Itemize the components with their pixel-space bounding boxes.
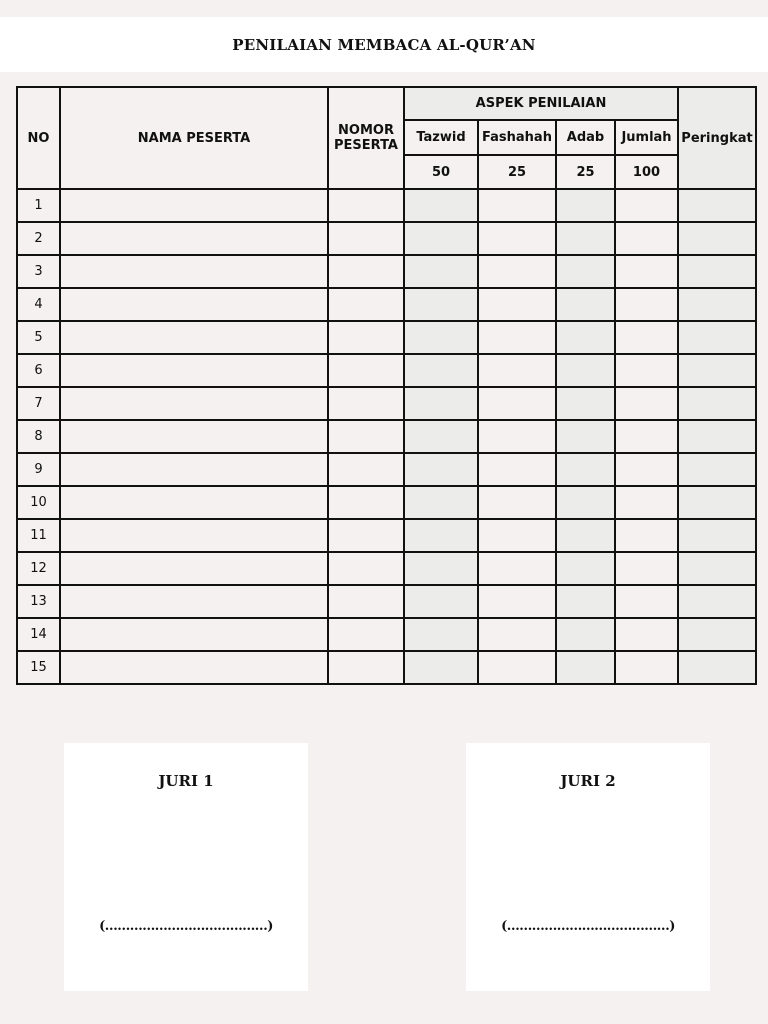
table-row: [17, 354, 756, 387]
rank-cell[interactable]: [678, 420, 756, 453]
adab-score-cell[interactable]: [556, 651, 615, 684]
row-number: 8: [17, 420, 60, 453]
table-row: [17, 189, 756, 222]
participant-name-cell[interactable]: [60, 255, 328, 288]
header-tazwid: Tazwid: [404, 120, 478, 155]
jumlah-score-cell[interactable]: [615, 222, 678, 255]
participant-name-cell[interactable]: [60, 651, 328, 684]
jumlah-score-cell[interactable]: [615, 519, 678, 552]
max-fashahah: 25: [478, 155, 556, 189]
fashahah-score-cell[interactable]: [478, 519, 556, 552]
participant-number-cell[interactable]: [328, 354, 404, 387]
participant-name-cell[interactable]: [60, 618, 328, 651]
table-row: [17, 321, 756, 354]
table-row: [17, 222, 756, 255]
rank-cell[interactable]: [678, 585, 756, 618]
tazwid-score-cell[interactable]: [404, 486, 478, 519]
header-jumlah: Jumlah: [615, 120, 678, 155]
max-adab: 25: [556, 155, 615, 189]
jumlah-score-cell[interactable]: [615, 387, 678, 420]
participant-name-cell[interactable]: [60, 288, 328, 321]
rank-cell[interactable]: [678, 288, 756, 321]
participant-number-cell[interactable]: [328, 519, 404, 552]
juri-1-signature-line: (…………………………………): [99, 919, 273, 934]
fashahah-score-cell[interactable]: [478, 552, 556, 585]
table-row: [17, 420, 756, 453]
row-number: 13: [17, 585, 60, 618]
participant-number-cell[interactable]: [328, 585, 404, 618]
jumlah-score-cell[interactable]: [615, 453, 678, 486]
participant-name-cell[interactable]: [60, 321, 328, 354]
row-number: 3: [17, 255, 60, 288]
row-number: 1: [17, 189, 60, 222]
adab-score-cell[interactable]: [556, 552, 615, 585]
rank-cell[interactable]: [678, 486, 756, 519]
participant-name-cell[interactable]: [60, 189, 328, 222]
header-fashahah: Fashahah: [478, 120, 556, 155]
rank-cell[interactable]: [678, 618, 756, 651]
participant-number-cell[interactable]: [328, 189, 404, 222]
participant-number-cell[interactable]: [328, 420, 404, 453]
header-name: NAMA PESERTA: [60, 87, 328, 189]
juri-2-card: [466, 743, 710, 991]
fashahah-score-cell[interactable]: [478, 585, 556, 618]
rank-cell[interactable]: [678, 354, 756, 387]
fashahah-score-cell[interactable]: [478, 255, 556, 288]
rank-cell[interactable]: [678, 222, 756, 255]
rank-cell[interactable]: [678, 255, 756, 288]
participant-number-cell[interactable]: [328, 255, 404, 288]
table-row: [17, 618, 756, 651]
adab-score-cell[interactable]: [556, 354, 615, 387]
table-row: [17, 453, 756, 486]
rank-cell[interactable]: [678, 651, 756, 684]
juri-2-signature-line: (…………………………………): [501, 919, 675, 934]
adab-score-cell[interactable]: [556, 189, 615, 222]
adab-score-cell[interactable]: [556, 387, 615, 420]
adab-score-cell[interactable]: [556, 519, 615, 552]
participant-number-cell[interactable]: [328, 288, 404, 321]
jumlah-score-cell[interactable]: [615, 618, 678, 651]
table-row: [17, 387, 756, 420]
fashahah-score-cell[interactable]: [478, 453, 556, 486]
juri-2-title: JURI 2: [560, 772, 616, 790]
row-number: 9: [17, 453, 60, 486]
row-number: 11: [17, 519, 60, 552]
participant-name-cell[interactable]: [60, 552, 328, 585]
rank-cell[interactable]: [678, 321, 756, 354]
jumlah-score-cell[interactable]: [615, 420, 678, 453]
participant-name-cell[interactable]: [60, 519, 328, 552]
tazwid-score-cell[interactable]: [404, 453, 478, 486]
max-tazwid: 50: [404, 155, 478, 189]
table-row: [17, 288, 756, 321]
table-row: [17, 255, 756, 288]
fashahah-score-cell[interactable]: [478, 189, 556, 222]
row-number: 2: [17, 222, 60, 255]
row-number: 12: [17, 552, 60, 585]
participant-name-cell[interactable]: [60, 222, 328, 255]
participant-name-cell[interactable]: [60, 387, 328, 420]
participant-number-cell[interactable]: [328, 618, 404, 651]
fashahah-score-cell[interactable]: [478, 486, 556, 519]
score-table: [16, 86, 757, 685]
participant-number-cell[interactable]: [328, 486, 404, 519]
fashahah-score-cell[interactable]: [478, 288, 556, 321]
jumlah-score-cell[interactable]: [615, 651, 678, 684]
participant-number-cell[interactable]: [328, 453, 404, 486]
tazwid-score-cell[interactable]: [404, 618, 478, 651]
fashahah-score-cell[interactable]: [478, 387, 556, 420]
adab-score-cell[interactable]: [556, 585, 615, 618]
rank-cell[interactable]: [678, 189, 756, 222]
max-jumlah: 100: [615, 155, 678, 189]
row-number: 5: [17, 321, 60, 354]
table-row: [17, 486, 756, 519]
tazwid-score-cell[interactable]: [404, 387, 478, 420]
row-number: 15: [17, 651, 60, 684]
rank-cell[interactable]: [678, 519, 756, 552]
page-title: PENILAIAN MEMBACA AL-QUR’AN: [232, 35, 536, 54]
table-row: [17, 585, 756, 618]
participant-name-cell[interactable]: [60, 453, 328, 486]
header-rank: Peringkat: [678, 87, 756, 189]
participant-name-cell[interactable]: [60, 486, 328, 519]
tazwid-score-cell[interactable]: [404, 519, 478, 552]
jumlah-score-cell[interactable]: [615, 255, 678, 288]
fashahah-score-cell[interactable]: [478, 618, 556, 651]
table-row: [17, 519, 756, 552]
row-number: 6: [17, 354, 60, 387]
tazwid-score-cell[interactable]: [404, 354, 478, 387]
tazwid-score-cell[interactable]: [404, 321, 478, 354]
score-table-body: [17, 189, 756, 684]
participant-number-cell[interactable]: [328, 222, 404, 255]
table-row: [17, 552, 756, 585]
adab-score-cell[interactable]: [556, 420, 615, 453]
jumlah-score-cell[interactable]: [615, 321, 678, 354]
tazwid-score-cell[interactable]: [404, 651, 478, 684]
participant-name-cell[interactable]: [60, 354, 328, 387]
juri-1-title: JURI 1: [158, 772, 214, 790]
adab-score-cell[interactable]: [556, 321, 615, 354]
adab-score-cell[interactable]: [556, 255, 615, 288]
jumlah-score-cell[interactable]: [615, 354, 678, 387]
tazwid-score-cell[interactable]: [404, 255, 478, 288]
row-number: 4: [17, 288, 60, 321]
rank-cell[interactable]: [678, 552, 756, 585]
participant-number-cell[interactable]: [328, 387, 404, 420]
fashahah-score-cell[interactable]: [478, 651, 556, 684]
tazwid-score-cell[interactable]: [404, 420, 478, 453]
header-adab: Adab: [556, 120, 615, 155]
rank-cell[interactable]: [678, 387, 756, 420]
row-number: 14: [17, 618, 60, 651]
adab-score-cell[interactable]: [556, 288, 615, 321]
fashahah-score-cell[interactable]: [478, 222, 556, 255]
table-row: [17, 651, 756, 684]
participant-name-cell[interactable]: [60, 585, 328, 618]
header-aspect-group: ASPEK PENILAIAN: [404, 87, 678, 120]
tazwid-score-cell[interactable]: [404, 222, 478, 255]
header-no: NO: [17, 87, 60, 189]
tazwid-score-cell[interactable]: [404, 288, 478, 321]
tazwid-score-cell[interactable]: [404, 552, 478, 585]
participant-number-cell[interactable]: [328, 321, 404, 354]
fashahah-score-cell[interactable]: [478, 321, 556, 354]
participant-number-cell[interactable]: [328, 552, 404, 585]
jumlah-score-cell[interactable]: [615, 288, 678, 321]
title-bar: [0, 17, 768, 72]
rank-cell[interactable]: [678, 453, 756, 486]
participant-number-cell[interactable]: [328, 651, 404, 684]
jumlah-score-cell[interactable]: [615, 486, 678, 519]
adab-score-cell[interactable]: [556, 486, 615, 519]
participant-name-cell[interactable]: [60, 420, 328, 453]
tazwid-score-cell[interactable]: [404, 585, 478, 618]
jumlah-score-cell[interactable]: [615, 552, 678, 585]
juri-1-card: [64, 743, 308, 991]
jumlah-score-cell[interactable]: [615, 585, 678, 618]
jumlah-score-cell[interactable]: [615, 189, 678, 222]
adab-score-cell[interactable]: [556, 618, 615, 651]
fashahah-score-cell[interactable]: [478, 420, 556, 453]
header-number: NOMOR PESERTA: [328, 87, 404, 189]
adab-score-cell[interactable]: [556, 453, 615, 486]
row-number: 10: [17, 486, 60, 519]
row-number: 7: [17, 387, 60, 420]
adab-score-cell[interactable]: [556, 222, 615, 255]
fashahah-score-cell[interactable]: [478, 354, 556, 387]
tazwid-score-cell[interactable]: [404, 189, 478, 222]
